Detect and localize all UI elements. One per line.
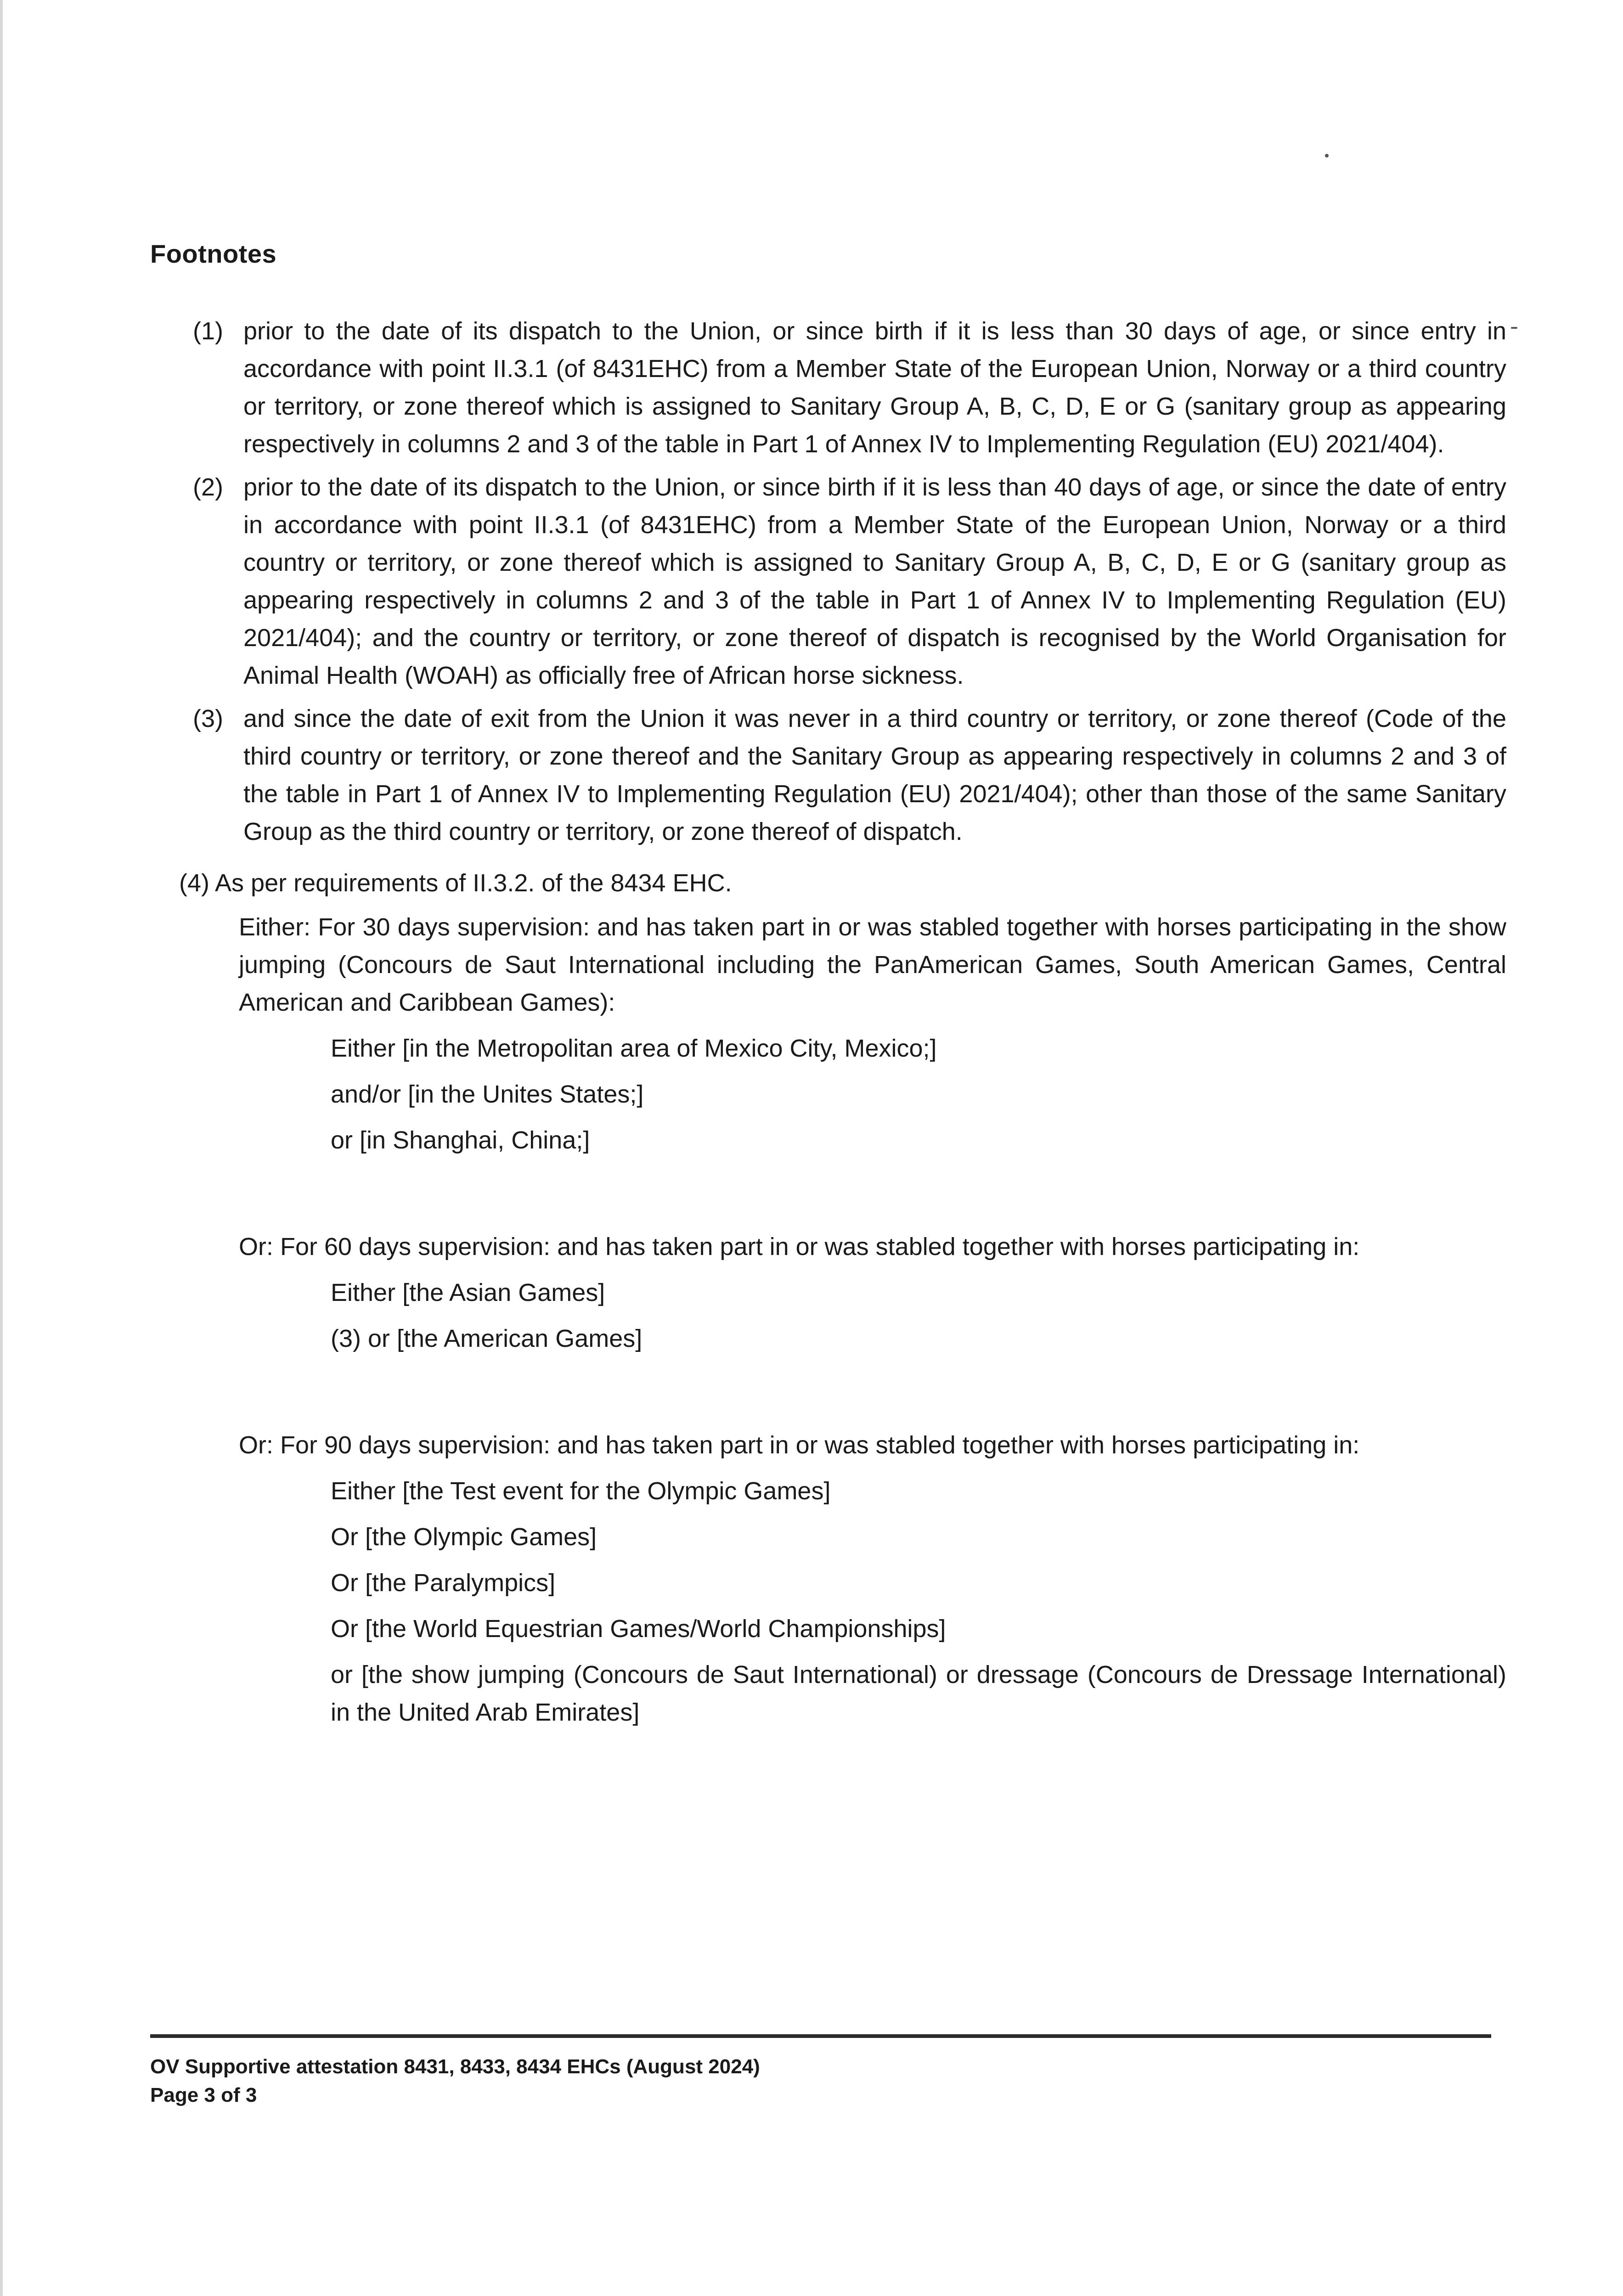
scan-speck [1325,154,1329,158]
footer-document-title: OV Supportive attestation 8431, 8433, 8434 EHCs (August 2024) [150,2055,760,2078]
footnote-2 [184,468,1506,694]
scan-speck [1511,327,1517,329]
footer-rule [150,2034,1491,2038]
option-item: Or [the Olympic Games] [331,1523,597,1551]
footnote-number: (1) [193,317,223,345]
footer-page-number: Page 3 of 3 [150,2084,257,2106]
footnote-text: and since the date of exit from the Union it was never in a third country or territory, or zone thereof (Code of the third country or territory, or zone thereof and the Sanitary Group as appearing respectively in columns 2 and 3 of the table in Part 1 of Annex IV to Implementing Regulation (EU) 2021/404); other than those of the same Sanitary Group as the third country or territory, or zone thereof of dispatch. [243,705,1506,845]
footnote-text: prior to the date of its dispatch to the Union, or since birth if it is less than 40 days of age, or since the date of entry in accordance with point II.3.1 (of 8431EHC) from a Member State of the European Union, Norway or a third country or territory, or zone thereof which is assigned to Sanitary Group A, B, C, D, E or G (sanitary group as appearing respectively in columns 2 and 3 of the table in Part 1 of Annex IV to Implementing Regulation (EU) 2021/404); and the country or territory, or zone thereof of dispatch is recognised by the World Organisation for Animal Health (WOAH) as officially free of African horse sickness. [243,473,1506,689]
option-item: and/or [in the Unites States;] [331,1080,644,1108]
footnote-text: prior to the date of its dispatch to the Union, or since birth if it is less than 30 days of age, or since entry in accordance with point II.3.1 (of 8431EHC) from a Member State of the European Union, Norway or a third country or territory, or zone thereof which is assigned to Sanitary Group A, B, C, D, E or G (sanitary group as appearing respectively in columns 2 and 3 of the table in Part 1 of Annex IV to Implementing Regulation (EU) 2021/404). [243,317,1506,458]
footnotes-list [179,312,1506,1731]
footnote-3 [184,700,1506,850]
footnotes-heading: Footnotes [150,239,277,268]
supervision-options [179,908,1506,1731]
option-item: Either [in the Metropolitan area of Mexico City, Mexico;] [331,1035,937,1062]
option-60-days-lead: Or: For 60 days supervision: and has taken part in or was stabled together with horses participating in: [239,1233,1360,1261]
footnote-4-heading: (4) As per requirements of II.3.2. of the 8434 EHC. [179,869,732,897]
option-item: Or [the World Equestrian Games/World Championships] [331,1615,946,1643]
option-30-days-lead: Either: For 30 days supervision: and has taken part in or was stabled together with horses participating in the show jumping (Concours de Saut International including the PanAmerican Games, South American Games, Central American and Caribbean Games): [239,913,1506,1016]
option-90-days-lead: Or: For 90 days supervision: and has taken part in or was stabled together with horses participating in: [239,1431,1360,1459]
footnote-1 [184,312,1506,463]
footnote-number: (2) [193,473,223,501]
option-item: or [in Shanghai, China;] [331,1126,590,1154]
option-item: Either [the Test event for the Olympic Games] [331,1477,831,1505]
footnote-4 [179,864,1506,1731]
footnote-number: (3) [193,705,223,732]
scan-edge [0,0,3,2296]
option-item: Either [the Asian Games] [331,1279,605,1306]
page-footer [150,2053,760,2110]
option-item: or [the show jumping (Concours de Saut International) or dressage (Concours de Dressage International) in the United Arab Emirates] [331,1661,1506,1726]
option-item: (3) or [the American Games] [331,1325,642,1352]
option-item: Or [the Paralympics] [331,1569,556,1597]
